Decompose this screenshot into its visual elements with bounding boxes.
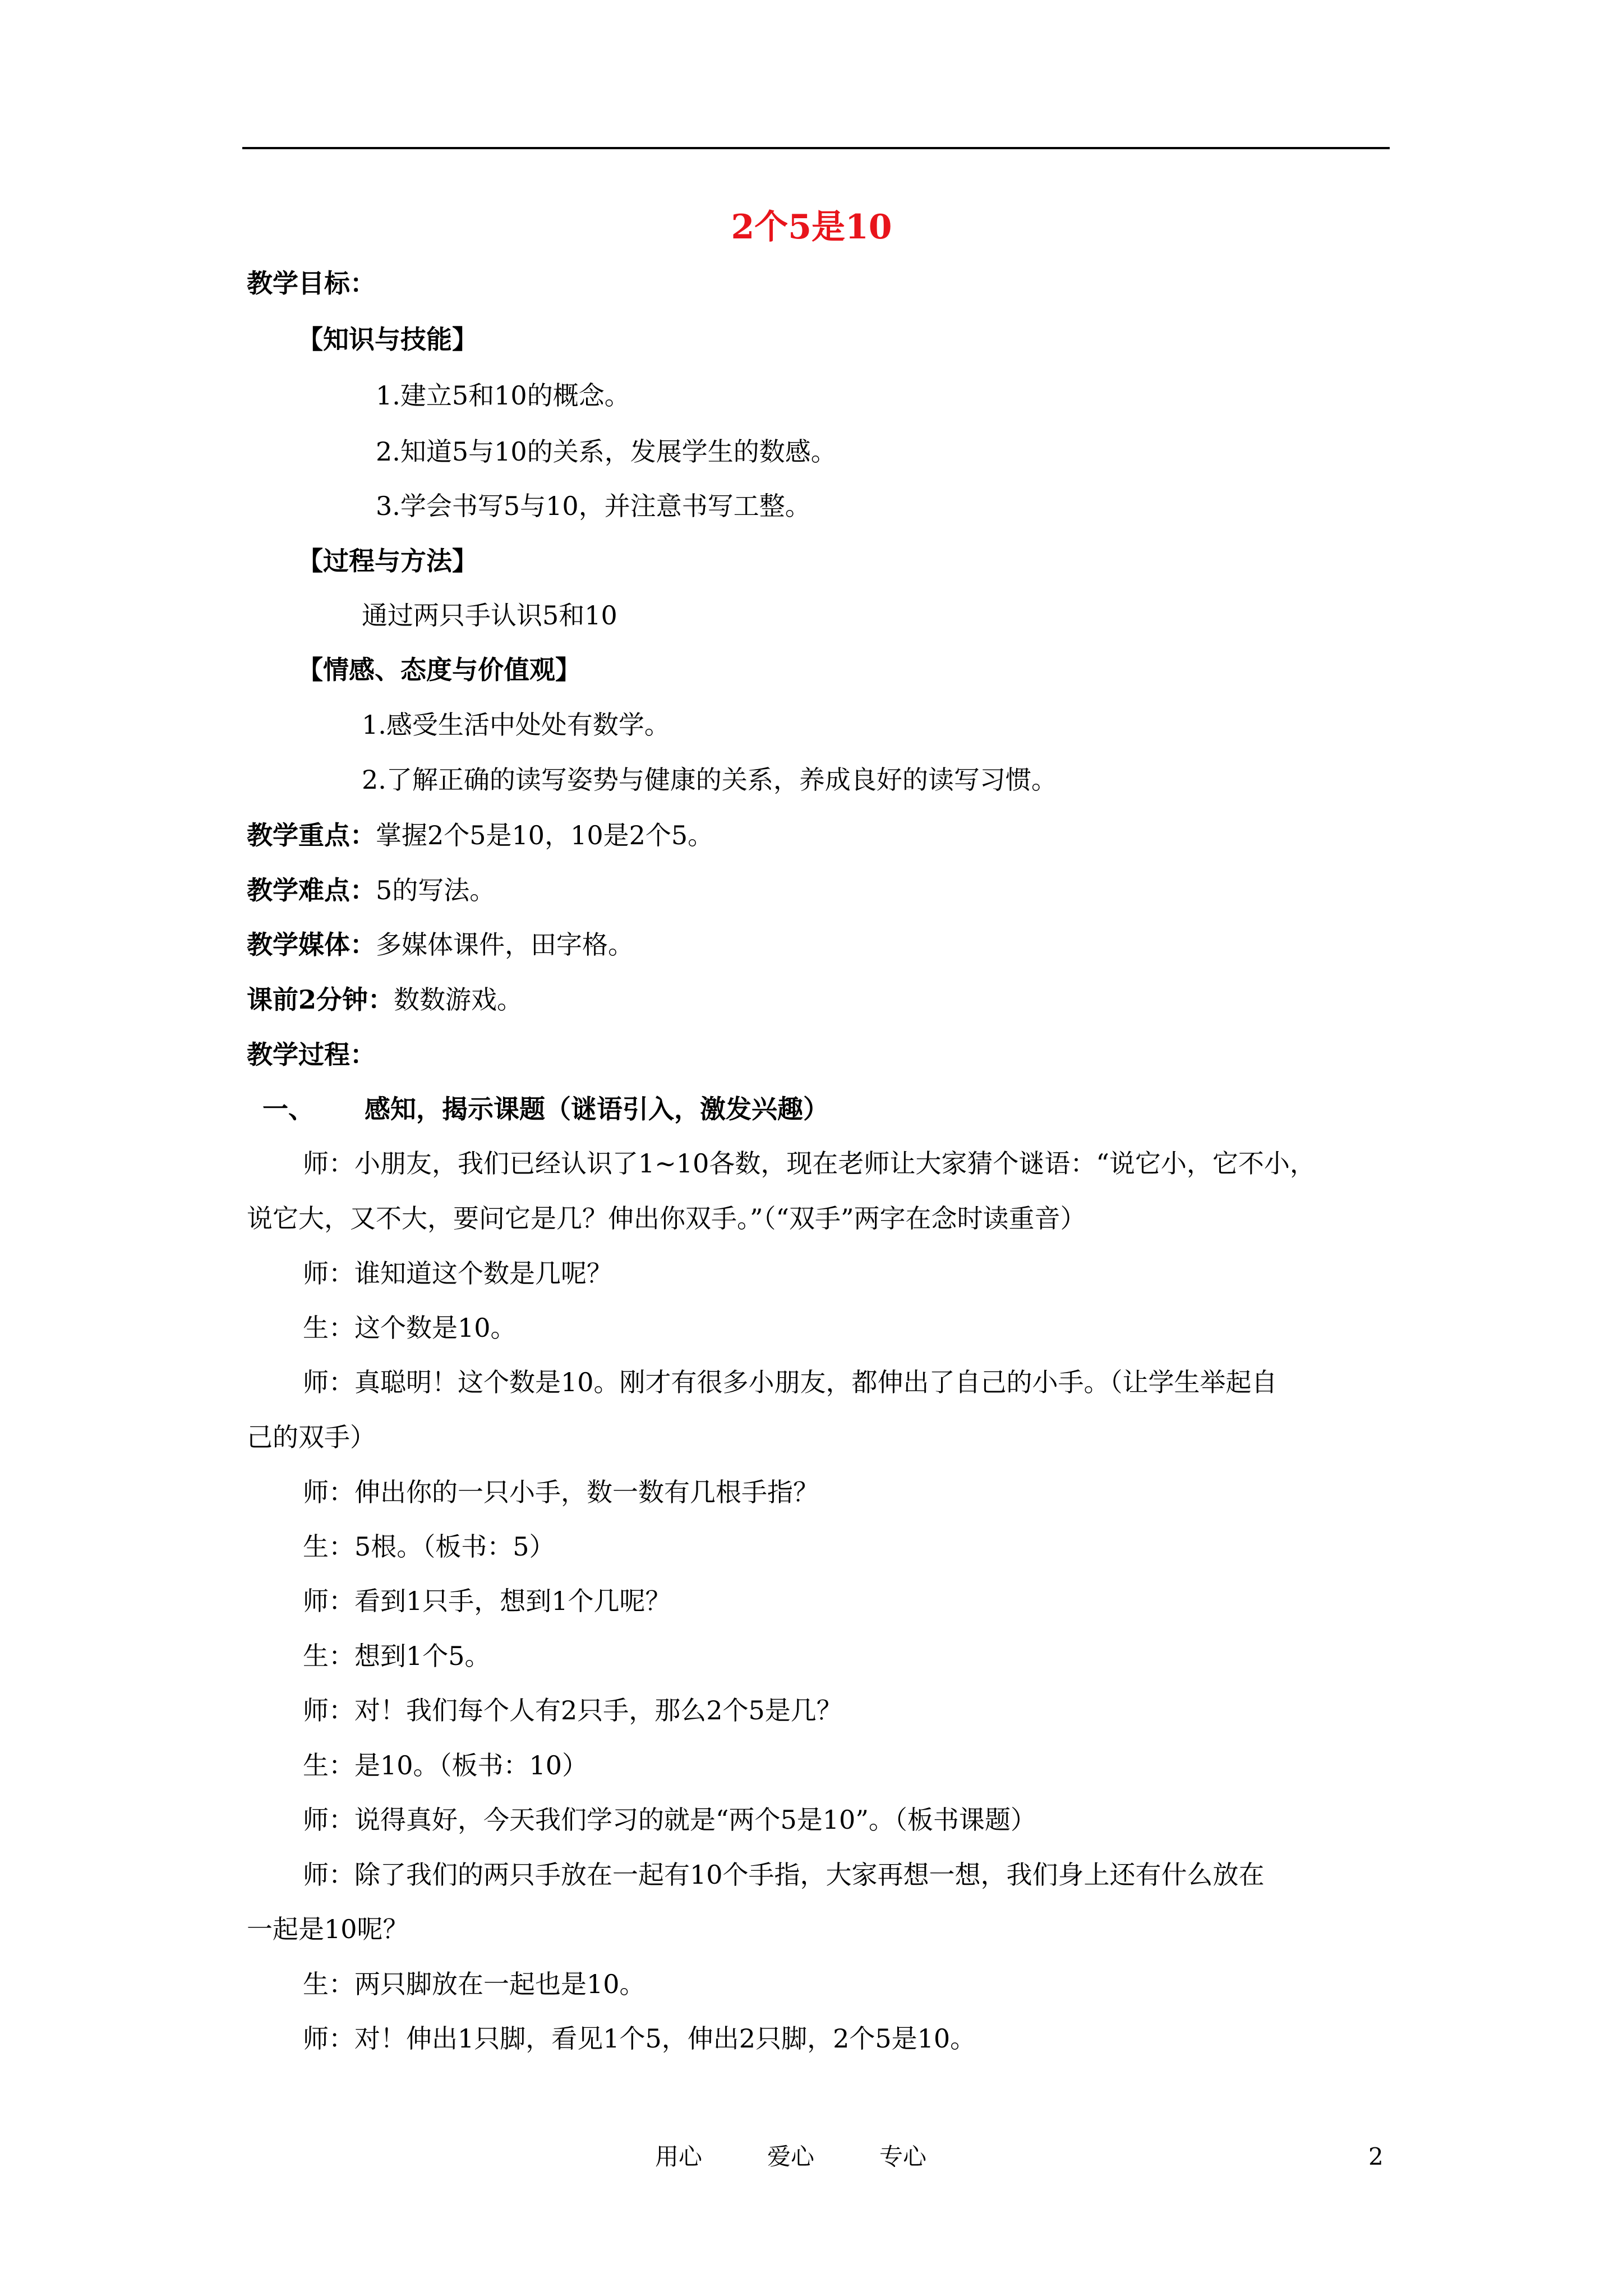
section1-title: 感知，揭示课题（谜语引入，激发兴趣） [365,1094,829,1124]
process-heading: 【过程与方法】 [297,546,478,576]
emotion-heading: 【情感、态度与价值观】 [297,655,581,685]
page-number: 2 [1368,2143,1384,2170]
keypoint-row [247,817,713,853]
warmup-label: 课前2分钟： [247,984,394,1015]
procedure-heading: 教学过程： [247,1039,376,1070]
dialogue-line-13: 师：说得真好，今天我们学习的就是“两个5是10”。（板书课题） [303,1805,1036,1835]
dialogue-line-14: 师：除了我们的两只手放在一起有10个手指，大家再想一想，我们身上还有什么放在 [303,1860,1265,1890]
section1-number: 一、 [262,1094,314,1124]
dialogue-line-6: 己的双手） [247,1422,376,1452]
dialogue-line-9: 师：看到1只手，想到1个几呢？ [303,1586,671,1616]
footer-word-2: 爱心 [767,2143,815,2170]
document-title: 2个5是10 [731,208,892,247]
difficulty-label: 教学难点： [247,875,376,905]
footer-word-3: 专心 [879,2143,927,2170]
dialogue-line-4: 生：这个数是10。 [303,1313,517,1343]
header-rule [242,147,1390,149]
knowledge-item-1: 1.建立5和10的概念。 [376,380,630,411]
keypoint-text: 掌握2个5是10，10是2个5。 [376,820,714,850]
warmup-text: 数数游戏。 [394,984,523,1015]
dialogue-line-12: 生：是10。（板书：10） [303,1750,588,1780]
media-label: 教学媒体： [247,930,376,960]
dialogue-line-17: 师：对！伸出1只脚，看见1个5，伸出2只脚，2个5是10。 [303,2023,976,2054]
dialogue-line-1: 师：小朋友，我们已经认识了1~10各数，现在老师让大家猜个谜语：“说它小，它不小， [303,1148,1316,1179]
dialogue-line-15: 一起是10呢？ [247,1914,409,1944]
footer-word-1: 用心 [655,2143,703,2170]
dialogue-line-5: 师：真聪明！这个数是10。刚才有很多小朋友，都伸出了自己的小手。（让学生举起自 [303,1367,1278,1397]
keypoint-label: 教学重点： [247,820,376,850]
process-text: 通过两只手认识5和10 [362,600,617,631]
objectives-heading: 教学目标： [247,268,376,298]
dialogue-line-16: 生：两只脚放在一起也是10。 [303,1969,645,1999]
difficulty-row [247,872,495,908]
difficulty-text: 5的写法。 [376,875,496,905]
dialogue-line-3: 师：谁知道这个数是几呢？ [303,1258,612,1289]
dialogue-line-7: 师：伸出你的一只小手，数一数有几根手指？ [303,1477,819,1507]
emotion-item-2: 2.了解正确的读写姿势与健康的关系，养成良好的读写习惯。 [362,765,1057,795]
knowledge-heading: 【知识与技能】 [297,324,478,355]
media-row [247,927,634,963]
dialogue-line-2: 说它大，又不大，要问它是几？伸出你双手。”（“双手”两字在念时读重音） [247,1203,1086,1234]
emotion-item-1: 1.感受生活中处处有数学。 [362,710,670,740]
warmup-row [247,982,523,1018]
knowledge-item-3: 3.学会书写5与10，并注意书写工整。 [376,491,811,521]
dialogue-line-11: 师：对！我们每个人有2只手，那么2个5是几？ [303,1695,842,1726]
media-text: 多媒体课件，田字格。 [376,930,634,960]
dialogue-line-10: 生：想到1个5。 [303,1641,491,1671]
knowledge-item-2: 2.知道5与10的关系，发展学生的数感。 [376,436,837,467]
dialogue-line-8: 生：5根。（板书：5） [303,1531,555,1562]
